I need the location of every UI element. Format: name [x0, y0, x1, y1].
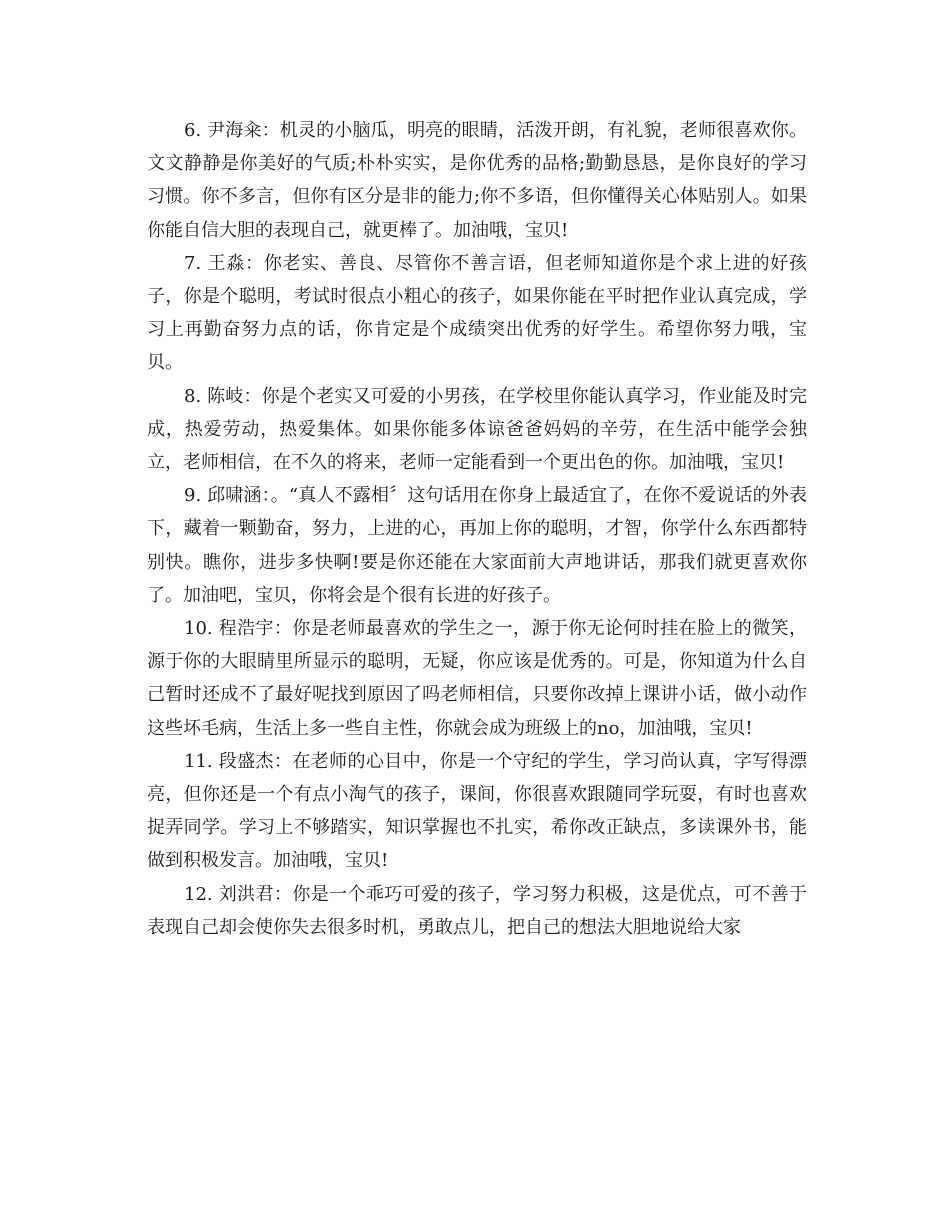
- paragraph-7: 7. 王淼：你老实、善良、尽管你不善言语，但老师知道你是个求上进的好孩子，你是个聪明，考试时很点小粗心的孩子，如果你能在平时把作业认真完成，学习上再勤奋努力点的话，你肯定是个成绩突出优秀的好学生。希望你努力哦，宝贝。: [147, 252, 807, 374]
- paragraph-10: 10. 程浩宇：你是老师最喜欢的学生之一，源于你无论何时挂在脸上的微笑，源于你的大眼睛里所显示的聪明，无疑，你应该是优秀的。可是，你知道为什么自己暂时还成不了最好呢找到原因了吗老师相信，只要你改掉上课讲小话，做小动作这些坏毛病，生活上多一些自主性，你就会成为班级上的no，加油哦，宝贝!: [147, 618, 807, 739]
- document-page: [147, 114, 807, 944]
- paragraph-8: 8. 陈岐：你是个老实又可爱的小男孩，在学校里你能认真学习，作业能及时完成，热爱劳动，热爱集体。如果你能多体谅爸爸妈妈的辛劳，在生活中能学会独立，老师相信，在不久的将来，老师一定能看到一个更出色的你。加油哦，宝贝!: [147, 385, 807, 474]
- paragraph-12: 12. 刘洪君：你是一个乖巧可爱的孩子，学习努力积极，这是优点，可不善于表现自己却会使你失去很多时机，勇敢点儿，把自己的想法大胆地说给大家: [147, 883, 807, 938]
- paragraph-9: 9. 邱啸涵：。“真人不露相〞这句话用在你身上最适宜了，在你不爱说话的外表下，藏着一颗勤奋，努力，上进的心，再加上你的聪明，才智，你学什么东西都特别快。瞧你，进步多快啊!要是你还能在大家面前大声地讲话，那我们就更喜欢你了。加油吧，宝贝，你将会是个很有长进的好孩子。: [147, 485, 807, 606]
- paragraph-11: 11. 段盛杰：在老师的心目中，你是一个守纪的学生，学习尚认真，字写得漂亮，但你还是一个有点小淘气的孩子，课间，你很喜欢跟随同学玩耍，有时也喜欢捉弄同学。学习上不够踏实，知识掌握也不扎实，希你改正缺点，多读课外书，能做到积极发言。加油哦，宝贝!: [147, 750, 807, 872]
- paragraph-6: 6. 尹海籴：机灵的小脑瓜，明亮的眼睛，活泼开朗，有礼貌，老师很喜欢你。文文静静是你美好的气质;朴朴实实，是你优秀的品格;勤勤恳恳，是你良好的学习习惯。你不多言，但你有区分是非的能力;你不多语，但你懂得关心体贴别人。如果你能自信大胆的表现自己，就更棒了。加油哦，宝贝!: [147, 120, 807, 241]
